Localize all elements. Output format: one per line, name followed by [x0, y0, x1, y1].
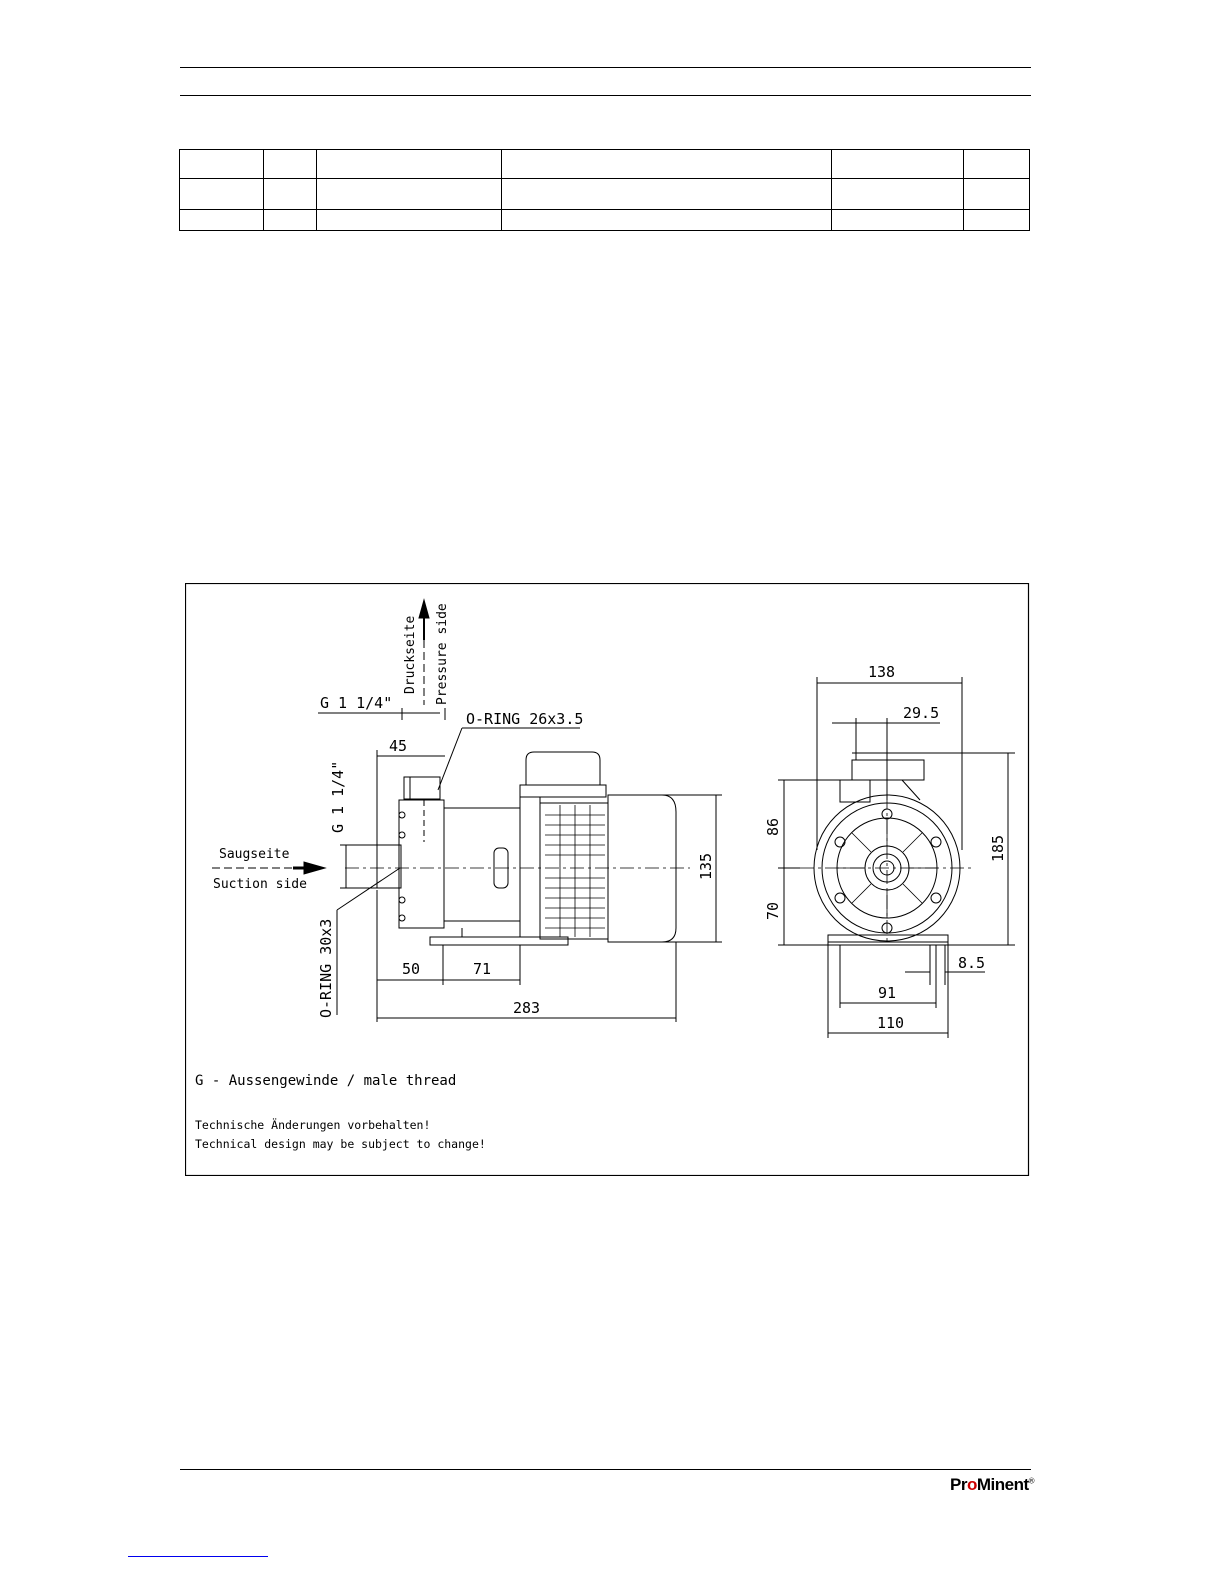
pump-side-view [212, 600, 722, 1022]
note-change-en: Technical design may be subject to change! [195, 1137, 486, 1151]
pump-front-view [778, 677, 1015, 1038]
pressure-label-de: Druckseite [403, 615, 418, 694]
spec-table [179, 149, 1030, 231]
dim-86: 86 [764, 817, 782, 836]
suction-label-en: Suction side [213, 877, 307, 892]
dim-8-5: 8.5 [958, 954, 986, 972]
dim-71: 71 [473, 960, 492, 978]
dim-50: 50 [402, 960, 421, 978]
table-row [180, 179, 1030, 210]
footer-link-underline[interactable] [128, 1556, 268, 1557]
pump-dimension-drawing [185, 583, 1030, 1176]
footer-rule [180, 1469, 1031, 1470]
prominent-logo: ProMinent® [950, 1475, 1035, 1494]
dim-29-5: 29.5 [903, 704, 940, 722]
oring-side-label: O-RING 30x3 [317, 918, 335, 1018]
table-row [180, 210, 1030, 231]
dim-45: 45 [389, 737, 408, 755]
dim-91: 91 [878, 984, 897, 1002]
dim-138: 138 [868, 663, 896, 681]
pressure-label-en: Pressure side [435, 603, 450, 705]
dim-135: 135 [697, 852, 715, 880]
header-rule-bottom [180, 95, 1031, 96]
oring-top-label: O-RING 26x3.5 [466, 710, 584, 728]
table-row [180, 150, 1030, 179]
thread-top-label: G 1 1/4" [320, 694, 393, 712]
dim-70: 70 [764, 901, 782, 920]
dim-283: 283 [513, 999, 541, 1017]
note-thread: G - Aussengewinde / male thread [195, 1073, 457, 1089]
thread-side-label: G 1 1/4" [329, 760, 347, 833]
suction-label-de: Saugseite [219, 847, 290, 862]
note-change-de: Technische Änderungen vorbehalten! [195, 1118, 431, 1132]
header-rule-top [180, 67, 1031, 68]
dim-110: 110 [877, 1014, 905, 1032]
dim-185: 185 [989, 834, 1007, 862]
